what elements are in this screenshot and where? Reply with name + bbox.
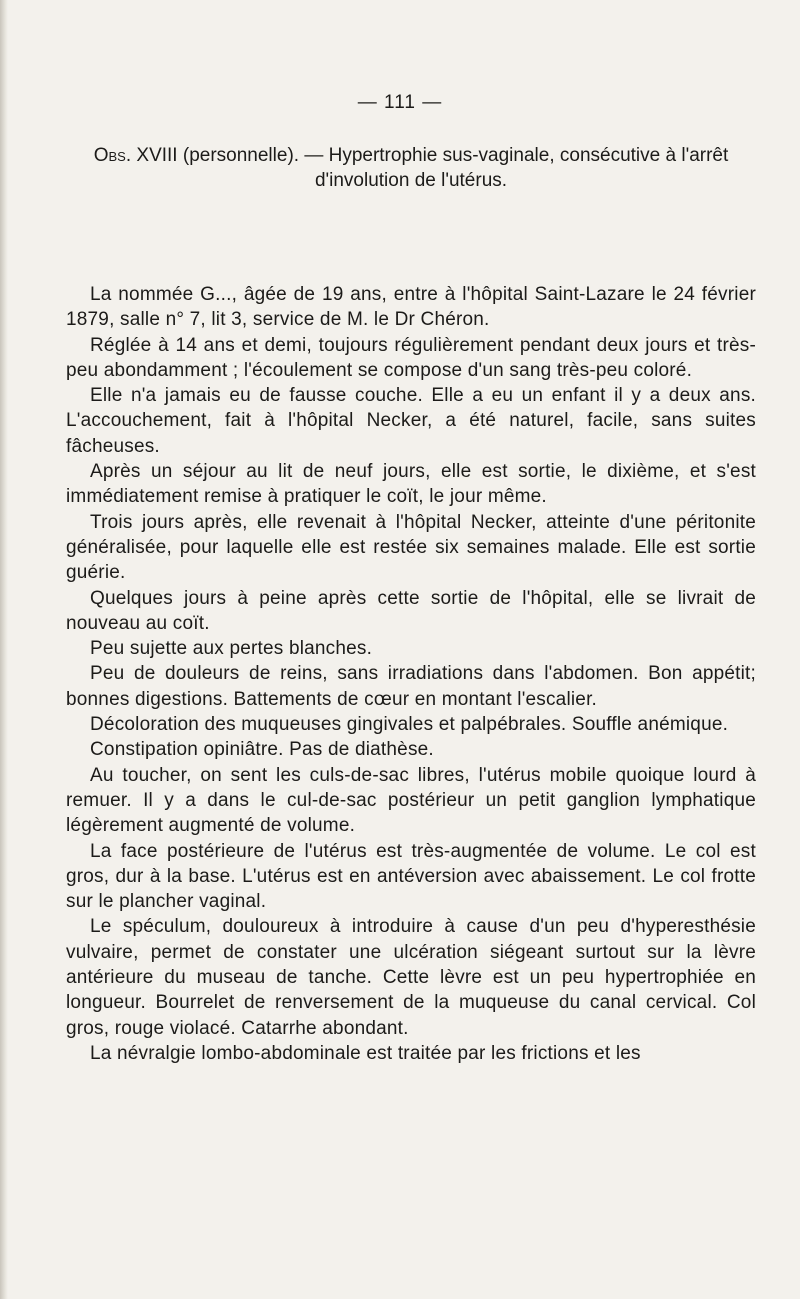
paragraph-postpartum-stay: Après un séjour au lit de neuf jours, elle est sortie, le dixième, et s'est immédiatement remise à pratiquer le coït, le jour même.	[66, 461, 756, 508]
paragraph-symptoms: Peu de douleurs de reins, sans irradiations dans l'abdomen. Bon appétit; bonnes digestions. Battements de cœur en montant l'escalier.	[66, 663, 756, 710]
paragraph-admission: La nommée G..., âgée de 19 ans, entre à l'hôpital Saint-Lazare le 24 février 1879, salle n° 7, lit 3, service de M. le Dr Chéron.	[66, 284, 756, 331]
page-binding-shadow	[0, 0, 8, 1299]
observation-body	[66, 282, 756, 1066]
paragraph-mucosa: Décoloration des muqueuses gingivales et palpébrales. Souffle anémique.	[90, 714, 729, 736]
observation-heading	[66, 143, 756, 193]
observation-label: Obs. XVIII	[93, 145, 178, 166]
paragraph-peritonitis: Trois jours après, elle revenait à l'hôpital Necker, atteinte d'une péritonite généralisée, pour laquelle elle est restée six semaines malade. Elle est sortie guérie.	[66, 511, 756, 584]
page-number: — 111 —	[357, 92, 443, 113]
paragraph-neuralgia: La névralgie lombo-abdominale est traitée par les frictions et les	[90, 1042, 641, 1064]
paragraph-palpation: Au toucher, on sent les culs-de-sac libres, l'utérus mobile quoique lourd à remuer. Il y a dans le cul-de-sac postérieur un petit ganglion lymphatique légèrement augmenté de volume.	[66, 764, 756, 837]
paragraph-pregnancy-history: Elle n'a jamais eu de fausse couche. Elle a eu un enfant il y a deux ans. L'accouchement, fait à l'hôpital Necker, a été naturel, facile, sans suites fâcheuses.	[66, 385, 756, 457]
paragraph-speculum: Le spéculum, douloureux à introduire à cause d'un peu d'hyperesthésie vulvaire, permet de constater une ulcération siégeant surtout sur la lèvre antérieure du museau de tanche. Cette lèvre est un peu hypertrophiée en longueur. Bourrelet de renversement de la muqueuse du canal cervical. Col gros, rouge violacé. Catarrhe abondant.	[66, 916, 756, 1039]
observation-title: (personnelle). — Hypertrophie sus-vaginale, consécutive à l'arrêt d'involution de l'utérus.	[177, 145, 729, 191]
paragraph-constipation: Constipation opiniâtre. Pas de diathèse.	[90, 739, 434, 761]
paragraph-uterus-face: La face postérieure de l'utérus est très-augmentée de volume. Le col est gros, dur à la base. L'utérus est en antéversion avec abaissement. Le col frotte sur le plancher vaginal.	[66, 840, 756, 913]
paragraph-menstruation: Réglée à 14 ans et demi, toujours régulièrement pendant deux jours et très-peu abondamment ; l'écoulement se compose d'un sang très-peu coloré.	[66, 334, 756, 381]
paragraph-white-discharge: Peu sujette aux pertes blanches.	[90, 638, 373, 660]
paragraph-resumed-coitus: Quelques jours à peine après cette sortie de l'hôpital, elle se livrait de nouveau au coït.	[66, 587, 756, 634]
